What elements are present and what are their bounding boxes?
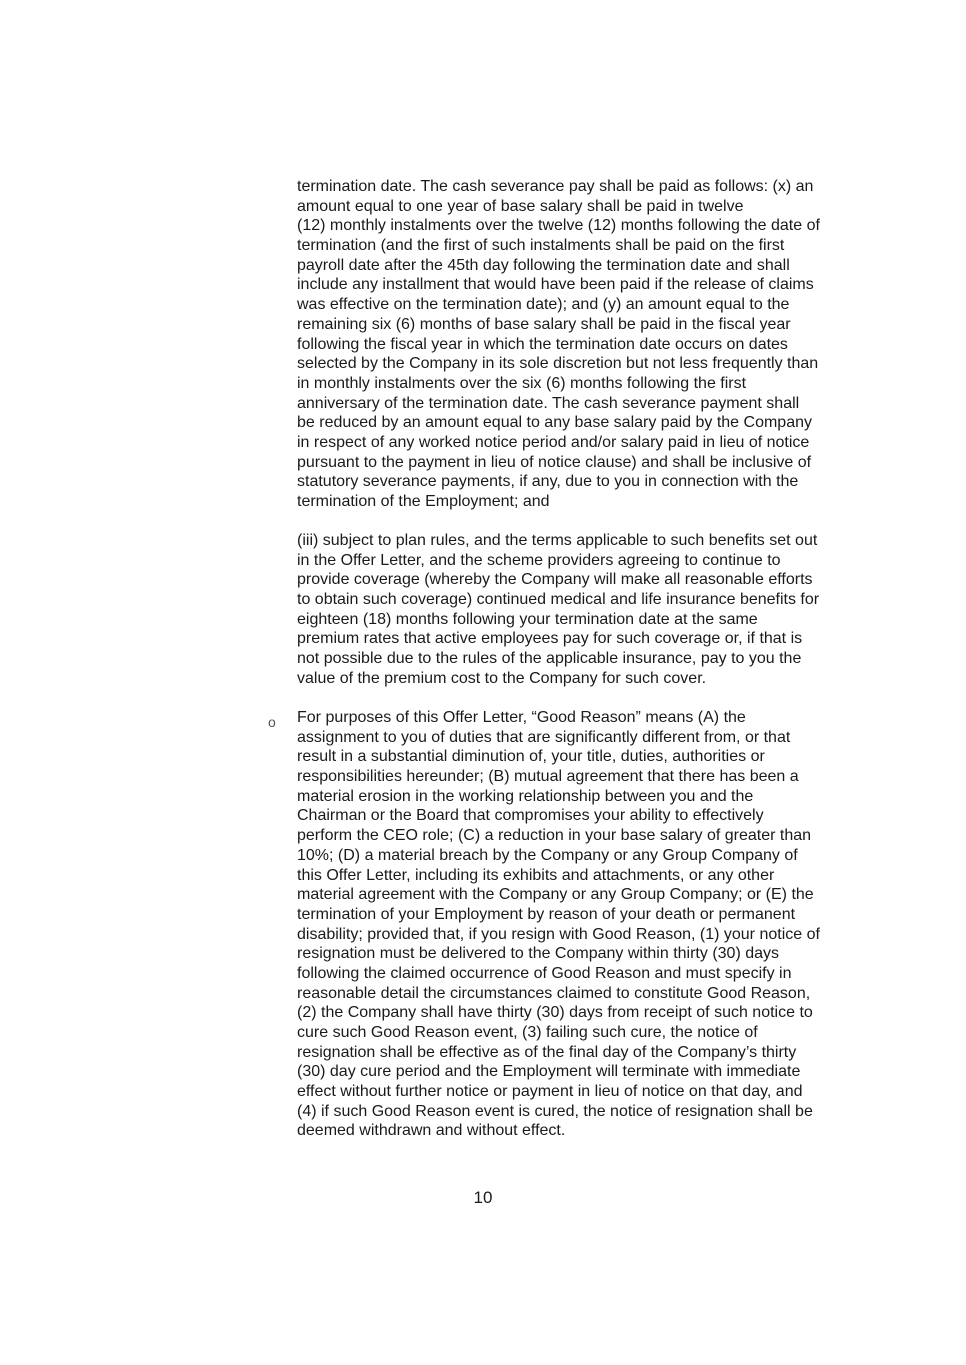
text-line: pursuant to the payment in lieu of notice clause) and shall be inclusive of bbox=[297, 453, 812, 471]
text-line: responsibilities hereunder; (B) mutual agreement that there has been a bbox=[297, 768, 799, 786]
text-line: to obtain such coverage) continued medical and life insurance benefits for bbox=[297, 591, 820, 609]
text-line: material agreement with the Company or any Group Company; or (E) the bbox=[297, 886, 814, 904]
text-line: premium rates that active employees pay for such coverage or, if that is bbox=[297, 630, 803, 648]
text-line: resignation must be delivered to the Company within thirty (30) days bbox=[297, 945, 780, 963]
text-line: disability; provided that, if you resign with Good Reason, (1) your notice of bbox=[297, 925, 820, 943]
text-line: selected by the Company in its sole discretion but not less frequently than bbox=[297, 355, 819, 373]
text-line: not possible due to the rules of the applicable insurance, pay to you the bbox=[297, 650, 802, 668]
text-line: amount equal to one year of base salary shall be paid in twelve bbox=[297, 197, 744, 215]
text-line: perform the CEO role; (C) a reduction in your base salary of greater than bbox=[297, 827, 812, 845]
paragraph-good-reason bbox=[297, 708, 862, 1141]
text-line: Chairman or the Board that compromises your ability to effectively bbox=[297, 807, 764, 825]
text-line: statutory severance payments, if any, due to you in connection with the bbox=[297, 473, 799, 491]
text-line: termination date. The cash severance pay shall be paid as follows: (x) an bbox=[297, 178, 814, 195]
text-line: (30) day cure period and the Employment will terminate with immediate bbox=[297, 1063, 801, 1081]
bullet-marker: o bbox=[268, 714, 276, 730]
text-line: material erosion in the working relationship between you and the bbox=[297, 787, 754, 805]
text-line: in respect of any worked notice period and/or salary paid in lieu of notice bbox=[297, 433, 810, 451]
text-line: anniversary of the termination date. The cash severance payment shall bbox=[297, 394, 800, 412]
text-line: following the fiscal year in which the termination date occurs on dates bbox=[297, 335, 788, 353]
text-line: eighteen (18) months following your termination date at the same bbox=[297, 610, 758, 628]
text-line: (12) monthly instalments over the twelve (12) months following the date of bbox=[297, 217, 820, 235]
text-line: resignation shall be effective as of the final day of the Company’s thirty bbox=[297, 1043, 797, 1061]
text-line: termination of the Employment; and bbox=[297, 493, 550, 510]
text-line: (2) the Company shall have thirty (30) days from receipt of such notice to bbox=[297, 1004, 813, 1022]
page-number: 10 bbox=[473, 1188, 493, 1207]
paragraph-medical-benefits bbox=[297, 531, 862, 689]
text-line: (4) if such Good Reason event is cured, the notice of resignation shall be bbox=[297, 1102, 813, 1120]
text-line: in the Offer Letter, and the scheme providers agreeing to continue to bbox=[297, 551, 781, 569]
text-line: 10%; (D) a material breach by the Company or any Group Company of bbox=[297, 846, 798, 864]
text-line: be reduced by an amount equal to any base salary paid by the Company bbox=[297, 414, 812, 432]
text-line: For purposes of this Offer Letter, “Good Reason” means (A) the bbox=[297, 709, 746, 726]
text-line: in monthly instalments over the six (6) months following the first bbox=[297, 374, 747, 392]
text-line: termination (and the first of such instalments shall be paid on the first bbox=[297, 237, 785, 255]
text-line: assignment to you of duties that are significantly different from, or that bbox=[297, 728, 791, 746]
text-line: effect without further notice or payment in lieu of notice on that day, and bbox=[297, 1083, 803, 1101]
text-line: following the claimed occurrence of Good Reason and must specify in bbox=[297, 964, 792, 982]
text-line: include any installment that would have been paid if the release of claims bbox=[297, 276, 814, 294]
text-line: termination of your Employment by reason of your death or permanent bbox=[297, 905, 796, 923]
text-line: result in a substantial diminution of, your title, duties, authorities or bbox=[297, 748, 765, 766]
paragraph-cash-severance bbox=[297, 177, 862, 512]
text-line: was effective on the termination date); and (y) an amount equal to the bbox=[297, 296, 790, 314]
text-line: remaining six (6) months of base salary shall be paid in the fiscal year bbox=[297, 315, 791, 333]
text-line: reasonable detail the circumstances claimed to constitute Good Reason, bbox=[297, 984, 811, 1002]
text-line: value of the premium cost to the Company for such cover. bbox=[297, 669, 707, 687]
text-line: this Offer Letter, including its exhibits and attachments, or any other bbox=[297, 866, 775, 884]
text-line: deemed withdrawn and without effect. bbox=[297, 1122, 566, 1140]
text-line: (iii) subject to plan rules, and the terms applicable to such benefits set out bbox=[297, 532, 818, 549]
text-line: provide coverage (whereby the Company will make all reasonable efforts bbox=[297, 571, 813, 589]
text-line: payroll date after the 45th day following the termination date and shall bbox=[297, 256, 790, 274]
text-line: cure such Good Reason event, (3) failing such cure, the notice of bbox=[297, 1024, 758, 1041]
